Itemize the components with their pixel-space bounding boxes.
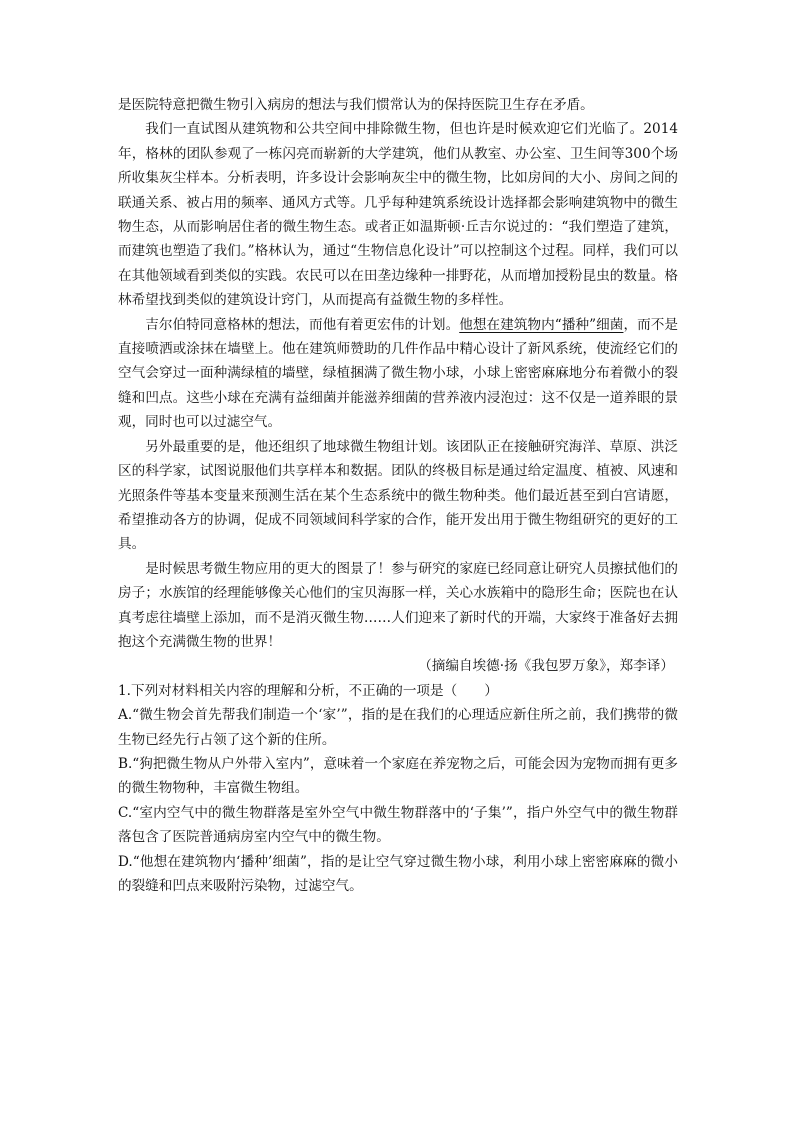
article-body: [118, 93, 678, 898]
paragraph-earth-microbiome: 另外最重要的是，他还组织了地球微生物组计划。该团队正在接触研究海洋、草原、洪泛区的科学家，试图说服他们共享样本和数据。团队的终极目标是通过给定温度、植被、风速和光照条件等基本变量来预测生活在某个生态系统中的微生物种类。他们最近甚至到白宫请愿，希望推动各方的协调，促成不同领域间科学家的合作，能开发出用于微生物组研究的更好的工具。: [118, 438, 678, 553]
underlined-sentence: 他想在建筑物内“播种”细菌: [459, 316, 624, 333]
paragraph-continued: 是医院特意把微生物引入病房的想法与我们惯常认为的保持医院卫生存在矛盾。: [118, 97, 594, 113]
question-stem: 1.下列对材料相关内容的理解和分析，不正确的一项是（ ）: [118, 682, 498, 699]
option-b: B.“狗把微生物从户外带入室内”，意味着一个家庭在养宠物之后，可能会因为宠物而拥有更多的微生物物种，丰富微生物组。: [118, 755, 678, 797]
paragraph-green-design: 我们一直试图从建筑物和公共空间中排除微生物，但也许是时候欢迎它们光临了。2014年，格林的团队参观了一栋闪亮而崭新的大学建筑，他们从教室、办公室、卫生间等300个场所收集灰尘样本。分析表明，许多设计会影响灰尘中的微生物，比如房间的大小、房间之间的联通关系、被占用的频率、通风方式等。几乎每种建筑系统设计选择都会影响建筑物中的微生物生态，从而影响居住者的微生物生态。或者正如温斯顿·丘吉尔说过的：“我们塑造了建筑，而建筑也塑造了我们。”格林认为，通过“生物信息化设计”可以控制这个过程。同样，我们可以在其他领域看到类似的实践。农民可以在田垄边缘种一排野花，从而增加授粉昆虫的数量。格林希望找到类似的建筑设计窍门，从而提高有益微生物的多样性。: [118, 121, 678, 309]
option-d: D.“他想在建筑物内‘播种’细菌”，指的是让空气穿过微生物小球，利用小球上密密麻麻的微小的裂缝和凹点来吸附污染物，过滤空气。: [118, 853, 678, 894]
option-a: A.“微生物会首先帮我们制造一个‘家’”，指的是在我们的心理适应新住所之前，我们携带的微生物已经先行占领了这个新的住所。: [118, 707, 678, 748]
paragraph-gilbert-plan: [118, 313, 678, 435]
option-c: C.“室内空气中的微生物群落是室外空气中微生物群落中的‘子集’”，指户外空气中的微生物群落包含了医院普通病房室内空气中的微生物。: [118, 804, 678, 846]
paragraph-gilbert-rest: ，而不是直接喷洒或涂抹在墙壁上。他在建筑师赞助的几件作品中精心设计了新风系统，使流经它们的空气会穿过一面种满绿植的墙壁，绿植捆满了微生物小球，小球上密密麻麻地分布着微小的裂缝和凹点。这些小球在充满有益细菌并能滋养细菌的营养液内浸泡过：这不仅是一道养眼的景观，同时也可以过滤空气。: [118, 316, 679, 431]
source-citation: （摘编自埃德·扬《我包罗万象》，郑李译）: [418, 658, 674, 675]
paragraph-bigger-picture: 是时候思考微生物应用的更大的图景了！参与研究的家庭已经同意让研究人员擦拭他们的房子；水族馆的经理能够像关心他们的宝贝海豚一样，关心水族箱中的隐形生命；医院也在认真考虑往墙壁上添加，而不是消灭微生物……人们迎来了新时代的开端，大家终于准备好去拥抱这个充满微生物的世界！: [118, 560, 678, 650]
paragraph-gilbert-lead: 吉尔伯特同意格林的想法，而他有着更宏伟的计划。: [145, 316, 460, 333]
